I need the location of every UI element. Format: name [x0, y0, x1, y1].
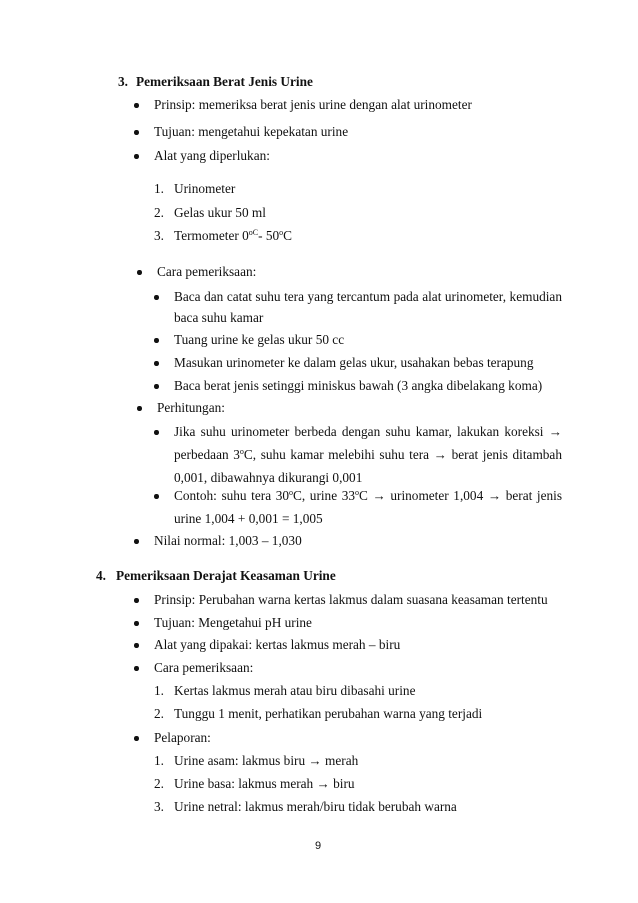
bullet	[134, 154, 139, 159]
page-number: 9	[315, 840, 322, 852]
list-number: 2.	[154, 776, 164, 791]
purpose-text: Tujuan: mengetahui kepekatan urine	[154, 124, 349, 139]
report-item: Urine asam: lakmus biru → merah	[174, 753, 359, 768]
list-number: 1.	[154, 181, 164, 196]
procedure-step: Tunggu 1 menit, perhatikan perubahan warna yang terjadi	[174, 706, 483, 721]
procedure-label: Cara pemeriksaan:	[157, 264, 257, 279]
list-number: 3.	[154, 799, 164, 814]
bullet	[134, 643, 139, 648]
bullet	[137, 406, 142, 411]
report-item: Urine netral: lakmus merah/biru tidak berubah warna	[174, 799, 457, 814]
calculation-example: Contoh: suhu tera 30$^o$C, urine $33^oC$ → urinometer 1,004 → berat jenis	[174, 488, 563, 503]
bullet	[134, 539, 139, 544]
bullet	[154, 430, 159, 435]
calculation-example: urine 1,004 + 0,001 = 1,005	[174, 511, 323, 526]
report-label: Pelaporan:	[154, 730, 211, 745]
bullet	[134, 736, 139, 741]
purpose-text: Tujuan: Mengetahui pH urine	[154, 615, 312, 630]
list-number: 1.	[154, 683, 164, 698]
procedure-step: Kertas lakmus merah atau biru dibasahi urine	[174, 683, 416, 698]
procedure-step: Baca berat jenis setinggi miniskus bawah (3 angka dibelakang koma)	[174, 378, 543, 393]
procedure-step: Baca dan catat suhu tera yang tercantum pada alat urinometer, kemudian	[174, 289, 562, 304]
calculation-label: Perhitungan:	[157, 400, 225, 415]
procedure-step-cont: baca suhu kamar	[174, 310, 264, 325]
procedure-label: Cara pemeriksaan:	[154, 660, 254, 675]
bullet	[134, 103, 139, 108]
principle-text: Prinsip: memeriksa berat jenis urine dengan alat urinometer	[154, 97, 472, 112]
calculation-text: 0,001, dibawahnya dikurangi 0,001	[174, 470, 363, 485]
equipment-label: Alat yang diperlukan:	[154, 148, 270, 163]
section-4-title: Pemeriksaan Derajat Keasaman Urine	[116, 568, 336, 583]
calculation-text: Jika suhu urinometer berbeda dengan suhu kamar, lakukan koreksi →	[174, 424, 562, 439]
calculation-text: perbedaan 3$^o$C, suhu kamar melebihi suhu tera → berat jenis ditambah	[174, 447, 562, 462]
procedure-step: Masukan urinometer ke dalam gelas ukur, usahakan bebas terapung	[174, 355, 534, 370]
principle-text: Prinsip: Perubahan warna kertas lakmus dalam suasana keasaman tertentu	[154, 592, 548, 607]
bullet	[134, 666, 139, 671]
bullet	[134, 621, 139, 626]
list-number: 2.	[154, 205, 164, 220]
equipment-item: Gelas ukur 50 ml	[174, 205, 266, 220]
report-item: Urine basa: lakmus merah → biru	[174, 776, 355, 791]
section-3-number: 3.	[118, 74, 128, 89]
bullet	[154, 384, 159, 389]
section-4-number: 4.	[96, 568, 106, 583]
list-number: 2.	[154, 706, 164, 721]
bullet	[154, 494, 159, 499]
bullet	[154, 361, 159, 366]
equipment-item: Termometer $0^{oC}-$ 50$^o$C	[174, 228, 293, 243]
bullet	[134, 598, 139, 603]
list-number: 1.	[154, 753, 164, 768]
bullet	[154, 338, 159, 343]
equipment-text: Alat yang dipakai: kertas lakmus merah – biru	[154, 637, 401, 652]
list-number: 3.	[154, 228, 164, 243]
bullet	[134, 130, 139, 135]
bullet	[137, 270, 142, 275]
section-3-title: Pemeriksaan Berat Jenis Urine	[136, 74, 313, 89]
normal-value: Nilai normal: 1,003 – 1,030	[154, 533, 302, 548]
equipment-item: Urinometer	[174, 181, 236, 196]
procedure-step: Tuang urine ke gelas ukur 50 cc	[174, 332, 345, 347]
bullet	[154, 295, 159, 300]
